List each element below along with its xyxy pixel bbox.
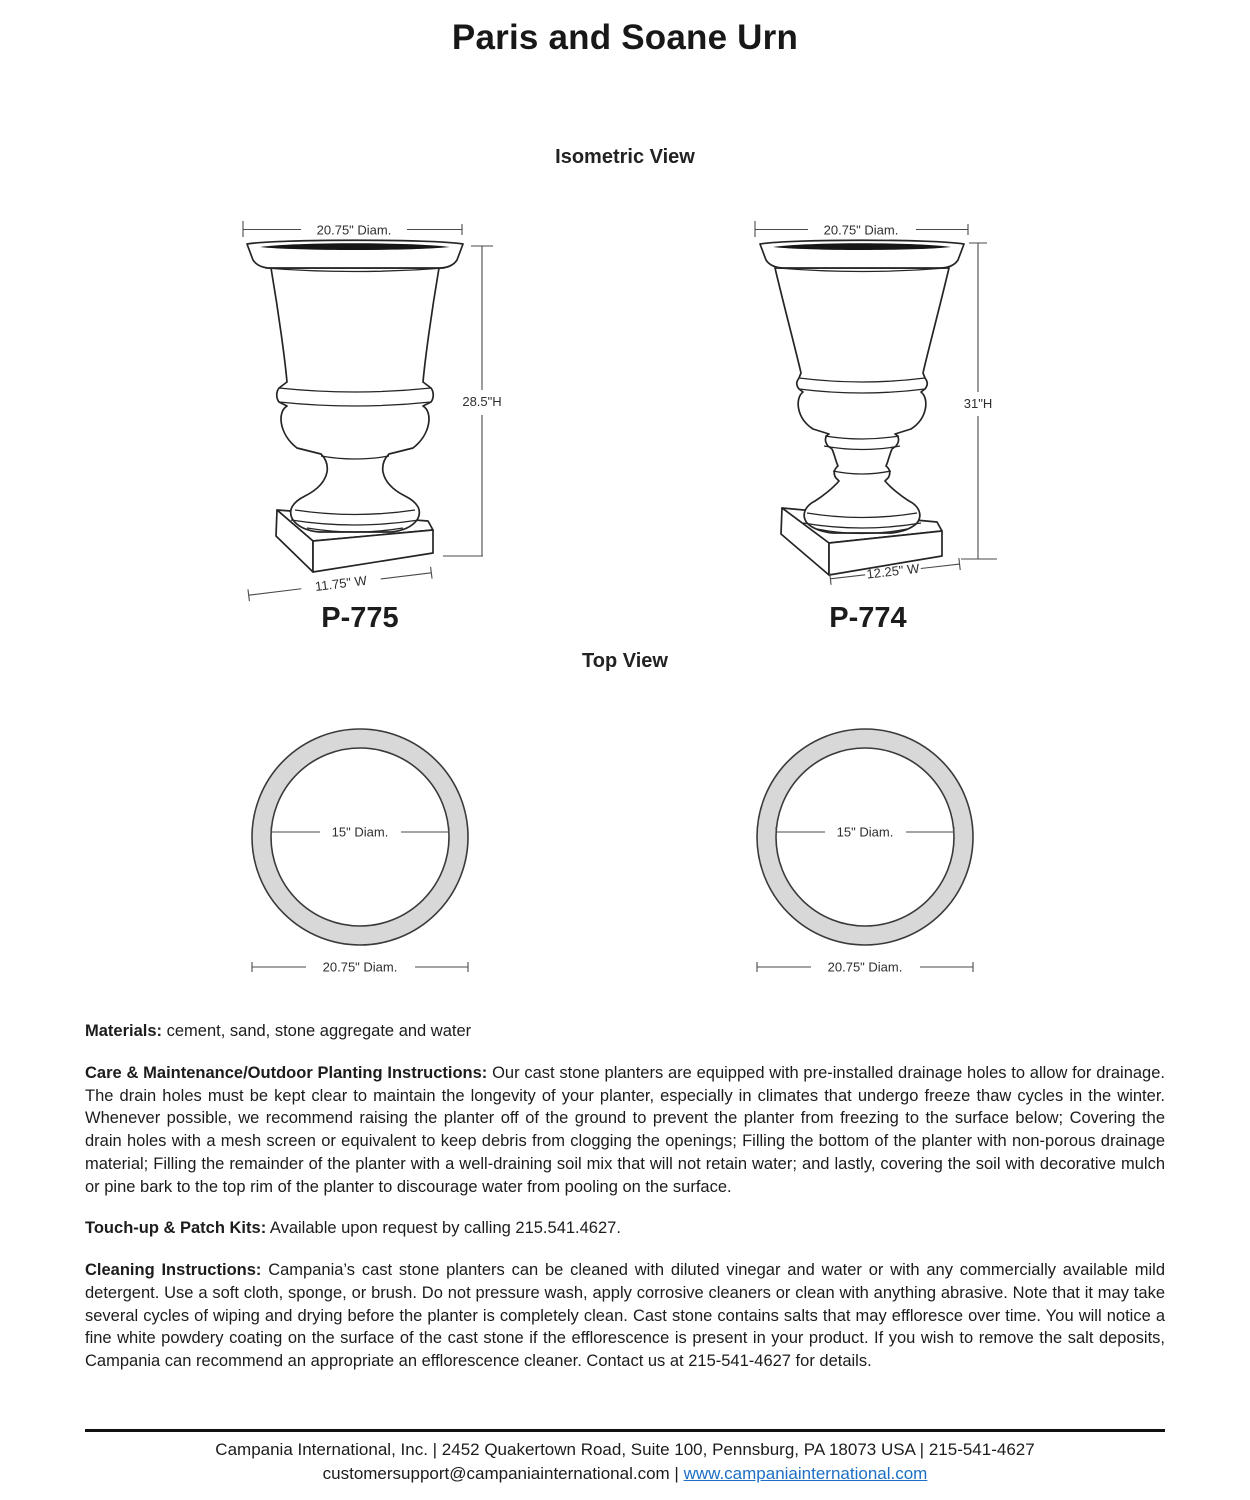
- materials-paragraph: [85, 1020, 1165, 1043]
- info-text-block: [85, 1020, 1165, 1392]
- p775-base-width-label: 11.75" W: [314, 572, 368, 594]
- materials-label: Materials:: [85, 1022, 163, 1040]
- p775-height-dimension: [443, 246, 502, 556]
- p774-top-diam-label: 20.75" Diam.: [823, 222, 899, 238]
- footer-divider: [85, 1429, 1165, 1432]
- p775-top-diam-label: 20.75" Diam.: [316, 222, 392, 238]
- footer-separator: |: [669, 1464, 684, 1483]
- footer-address-line: Campania International, Inc. | 2452 Quakertown Road, Suite 100, Pennsburg, PA 18073 USA | 215-541-4627: [215, 1440, 1035, 1459]
- p774-isometric-drawing: [735, 210, 1005, 605]
- care-maintenance-paragraph: [85, 1062, 1165, 1199]
- materials-text: cement, sand, stone aggregate and water: [166, 1022, 472, 1040]
- p775-height-label: 28.5"H: [462, 394, 502, 409]
- footer-email: customersupport@campaniainternational.com: [322, 1464, 670, 1483]
- p774-model-label: P-774: [829, 602, 907, 634]
- p774-top-view-drawing: [745, 715, 985, 990]
- top-view-heading: Top View: [582, 650, 668, 672]
- page-title: Paris and Soane Urn: [451, 18, 799, 57]
- cleaning-label: Cleaning Instructions:: [85, 1261, 262, 1280]
- p775-inner-diam-label: 15" Diam.: [331, 824, 389, 840]
- p774-urn-outline: [760, 240, 964, 533]
- p775-outer-diam-label: 20.75" Diam.: [322, 959, 398, 975]
- footer-contact-line: [0, 1464, 1250, 1484]
- p775-model-label: P-775: [321, 602, 399, 634]
- p774-height-dimension: [961, 243, 997, 559]
- p774-outer-diam-label: 20.75" Diam.: [827, 959, 903, 975]
- p774-top-diameter-dimension: [755, 221, 968, 238]
- p774-height-label: 31"H: [963, 396, 993, 411]
- touch-up-label: Touch-up & Patch Kits:: [85, 1219, 267, 1238]
- care-maintenance-text: Our cast stone planters are equipped with pre-installed drainage holes to allow for drainage. The drain holes must be kept clear to maintain the longevity of your planter, especially in climates that undergo freeze thaw cycles in the winter. Whenever possible, we recommend raising the planter off of the ground to prevent the planter from freezing to the surface below; Covering the drain holes with a mesh screen or equivalent to keep debris from clogging the openings; Filling the bottom of the planter with non-porous drainage material; Filling the remainder of the planter with a well-draining soil mix that will not retain water; and lastly, covering the soil with decorative mulch or pine bark to the top rim of the planter to discourage water from pooling on the surface.: [85, 1063, 1165, 1196]
- p775-isometric-drawing: [215, 210, 505, 605]
- website-link[interactable]: www.campaniainternational.com: [683, 1464, 928, 1483]
- p774-inner-diam-label: 15" Diam.: [836, 824, 894, 840]
- touch-up-paragraph: [85, 1217, 1165, 1240]
- isometric-view-heading: Isometric View: [555, 146, 695, 168]
- cleaning-text: Campania’s cast stone planters can be cleaned with diluted vinegar and water or with any commercially available mild detergent. Use a soft cloth, sponge, or brush. Do not pressure wash, apply corrosive cleaners or clean with anything abrasive. Note that it may take several cycles of wiping and drying before the planter is completely clean. Cast stone contains salts that may effloresce over time. You will notice a fine white powdery coating on the surface of the cast stone if the efflorescence is present in your product. If you wish to remove the salt deposits, Campania can recommend an appropriate an efflorescence cleaner. Contact us at 215-541-4627 for details.: [85, 1261, 1165, 1371]
- care-maintenance-label: Care & Maintenance/Outdoor Planting Instructions:: [85, 1063, 488, 1082]
- cleaning-paragraph: [85, 1259, 1165, 1373]
- p775-base-width-dimension: [248, 565, 432, 602]
- p774-outer-diameter-dimension: [757, 960, 973, 975]
- p775-top-diameter-dimension: [243, 221, 462, 238]
- p775-top-view-drawing: [240, 715, 480, 990]
- p775-outer-diameter-dimension: [252, 960, 468, 975]
- p775-urn-outline: [247, 240, 463, 532]
- p774-base-width-label: 12.25" W: [865, 560, 921, 582]
- touch-up-text: Available upon request by calling 215.541.4627.: [269, 1219, 621, 1238]
